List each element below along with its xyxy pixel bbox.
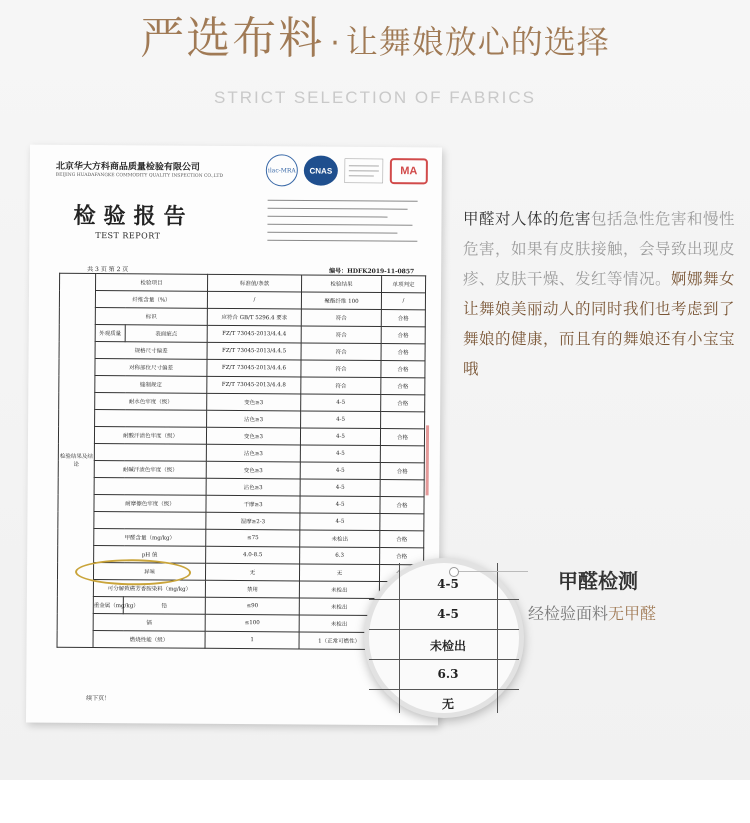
table-result-cell: 无 bbox=[299, 564, 379, 582]
headline-sub: 让舞娘放心的选择 bbox=[345, 23, 610, 61]
table-standard-cell: 沾色≥3 bbox=[206, 444, 300, 462]
table-judgement-cell: 合格 bbox=[380, 429, 424, 446]
table-result-cell: 1（正常可燃性） bbox=[299, 632, 379, 650]
table-group-cell: 重金属（mg/kg） bbox=[93, 597, 123, 614]
table-judgement-cell: 合格 bbox=[381, 361, 425, 378]
table-result-cell: 4-5 bbox=[300, 479, 380, 497]
table-side-label: 检验结果及结论 bbox=[57, 273, 96, 647]
table-standard-cell: 干摩≥3 bbox=[206, 495, 300, 513]
description-body: 包括急性危害和慢性危害，如果有皮肤接触，会导致出现皮疹、皮肤干燥、发红等情况。 bbox=[463, 210, 736, 288]
table-judgement-cell: 合格 bbox=[381, 344, 425, 361]
table-result-cell: 4-5 bbox=[300, 445, 380, 463]
magnifier-grid-line bbox=[369, 629, 519, 630]
table-standard-cell: 沾色≥3 bbox=[206, 478, 300, 496]
feature-subtitle bbox=[528, 601, 656, 624]
table-judgement-cell: 合格 bbox=[380, 463, 424, 480]
magnifier-value: 4-5 bbox=[437, 577, 459, 591]
table-result-cell: 未检出 bbox=[299, 598, 379, 616]
table-standard-cell: 应符合 GB/T 5296.4 要求 bbox=[207, 308, 301, 326]
report-address-block bbox=[267, 196, 427, 250]
table-item-cell: 纤维含量（%） bbox=[95, 291, 207, 309]
certification-logos bbox=[266, 154, 428, 187]
description-brand: 婀娜舞女让舞娘美丽动人的同时我们也考虑到了舞娘的健康，而且有的舞娘还有小宝宝哦 bbox=[463, 270, 736, 378]
table-standard-cell: 无 bbox=[206, 563, 300, 581]
table-judgement-cell: 合格 bbox=[380, 548, 424, 565]
report-company-en: BEIJING HUADAFANGKE COMMODITY QUALITY INSPECTION CO.,LTD bbox=[55, 172, 223, 179]
table-standard-cell: FZ/T 73045-2013/4.4.4 bbox=[207, 325, 301, 343]
report-table bbox=[57, 273, 427, 651]
table-standard-cell: / bbox=[207, 291, 301, 309]
table-standard-cell: FZ/T 73045-2013/4.4.8 bbox=[207, 376, 301, 394]
table-result-cell: 符合 bbox=[301, 377, 381, 395]
table-item-cell: 表面疵点 bbox=[125, 325, 207, 343]
table-judgement-cell: / bbox=[381, 293, 425, 310]
magnifier-grid-line bbox=[369, 689, 519, 690]
page-subtitle: STRICT SELECTION OF FABRICS bbox=[214, 88, 536, 107]
table-standard-cell: 4.0-8.5 bbox=[206, 546, 300, 564]
table-result-cell: 4-5 bbox=[300, 513, 380, 531]
table-result-cell: 符合 bbox=[301, 360, 381, 378]
table-judgement-cell: 合格 bbox=[380, 497, 424, 514]
report-footer-note: 续下页！ bbox=[86, 694, 111, 703]
table-item-cell bbox=[94, 512, 206, 530]
table-header-cell: 检验项目 bbox=[96, 274, 208, 292]
table-judgement-cell: 合格 bbox=[381, 378, 425, 395]
table-result-cell: 6.3 bbox=[300, 547, 380, 565]
table-item-cell: 对称部位尺寸偏差 bbox=[95, 359, 207, 377]
magnifier-grid-line bbox=[369, 659, 519, 660]
table-judgement-cell bbox=[380, 480, 424, 497]
table-header-cell: 检验结果 bbox=[302, 275, 382, 293]
headline-main: 严选布料 bbox=[140, 13, 325, 64]
table-item-cell: 镉 bbox=[93, 614, 205, 632]
magnifier-value: 无 bbox=[441, 697, 454, 711]
table-item-cell: pH 值 bbox=[94, 546, 206, 564]
table-item-cell: 燃烧性能（级） bbox=[93, 631, 205, 649]
table-standard-cell: FZ/T 73045-2013/4.4.5 bbox=[207, 342, 301, 360]
table-standard-cell: 湿摩≥2-3 bbox=[206, 512, 300, 530]
report-title-en: TEST REPORT bbox=[95, 231, 161, 241]
table-standard-cell: 沾色≥3 bbox=[207, 410, 301, 428]
report-page-info: 共 3 页 第 2 页 bbox=[87, 265, 129, 274]
formaldehyde-description bbox=[463, 204, 737, 384]
red-stamp bbox=[426, 425, 443, 495]
magnifier-grid-line bbox=[497, 563, 498, 713]
table-header-cell: 单项判定 bbox=[382, 276, 426, 293]
cma-logo-icon: MA bbox=[390, 158, 428, 184]
report-company: 北京华大方科商品质量检验有限公司 bbox=[55, 161, 200, 173]
cnas-logo-icon: CNAS bbox=[304, 155, 338, 185]
table-result-cell: 未检出 bbox=[299, 615, 379, 633]
table-standard-cell: FZ/T 73045-2013/4.4.6 bbox=[207, 359, 301, 377]
table-item-cell: 异味 bbox=[93, 563, 205, 581]
table-item-cell: 铅 bbox=[123, 597, 205, 615]
table-judgement-cell bbox=[380, 514, 424, 531]
table-item-cell: 缝制规定 bbox=[95, 376, 207, 394]
table-judgement-cell bbox=[380, 446, 424, 463]
table-group-cell: 外观质量 bbox=[95, 325, 125, 342]
table-judgement-cell: 合格 bbox=[381, 310, 425, 327]
table-standard-cell: 变色≥3 bbox=[207, 393, 301, 411]
magnifier-grid-line bbox=[399, 563, 400, 713]
table-item-cell bbox=[94, 444, 206, 462]
magnifier-lens bbox=[364, 558, 524, 718]
table-item-cell: 可分解致癌芳香胺染料（mg/kg） bbox=[93, 580, 205, 598]
testing-mark-icon bbox=[344, 157, 384, 184]
table-group-cell: 耐摩擦色牢度（级） bbox=[94, 495, 206, 513]
table-result-cell: 未检出 bbox=[300, 530, 380, 548]
description-lead: 甲醛对人体的危害 bbox=[463, 210, 592, 228]
magnifier-grid-line bbox=[369, 599, 519, 600]
table-group-cell: 耐水色牢度（级） bbox=[95, 393, 207, 411]
table-judgement-cell: 合格 bbox=[380, 531, 424, 548]
table-result-cell: 聚酯纤维 100 bbox=[301, 292, 381, 310]
headline-separator: · bbox=[330, 26, 340, 61]
table-result-cell: 符合 bbox=[301, 326, 381, 344]
table-standard-cell: 1 bbox=[205, 631, 299, 649]
table-judgement-cell: 合格 bbox=[381, 395, 425, 412]
table-result-cell: 4-5 bbox=[300, 496, 380, 514]
table-item-cell: 标识 bbox=[95, 308, 207, 326]
table-standard-cell: 变色≥3 bbox=[206, 461, 300, 479]
table-standard-cell: ≤90 bbox=[205, 597, 299, 615]
table-group-cell: 耐酸汗渍色牢度（级） bbox=[94, 427, 206, 445]
report-title: 检验报告 bbox=[73, 202, 194, 230]
table-standard-cell: ≤75 bbox=[206, 529, 300, 547]
table-result-cell: 4-5 bbox=[300, 462, 380, 480]
table-standard-cell: ≤100 bbox=[205, 614, 299, 632]
table-judgement-cell: 合格 bbox=[381, 327, 425, 344]
table-item-cell bbox=[94, 478, 206, 496]
table-item-cell bbox=[95, 410, 207, 428]
table-result-cell: 符合 bbox=[301, 343, 381, 361]
magnifier-value: 4-5 bbox=[437, 607, 459, 621]
feature-title: 甲醛检测 bbox=[558, 569, 638, 593]
feature-sub-highlight: 无甲醛 bbox=[608, 604, 657, 623]
table-group-cell: 耐碱汗渍色牢度（级） bbox=[94, 461, 206, 479]
feature-sub-prefix: 经检验面料 bbox=[528, 604, 609, 623]
magnifier-value: 未检出 bbox=[429, 639, 466, 653]
table-judgement-cell bbox=[381, 412, 425, 429]
table-standard-cell: 禁用 bbox=[205, 580, 299, 598]
callout-connector bbox=[454, 571, 528, 572]
table-result-cell: 4-5 bbox=[301, 411, 381, 429]
table-item-cell: 规格尺寸偏差 bbox=[95, 342, 207, 360]
table-result-cell: 4-5 bbox=[300, 428, 380, 446]
table-item-cell: 甲醛含量（mg/kg） bbox=[94, 529, 206, 547]
ilac-logo-icon: ilac-MRA bbox=[266, 154, 298, 186]
table-result-cell: 符合 bbox=[301, 309, 381, 327]
table-result-cell: 4-5 bbox=[301, 394, 381, 412]
magnifier-value: 6.3 bbox=[437, 667, 459, 681]
report-number: 编号：HDFK2019-11-0857 bbox=[329, 267, 415, 276]
table-standard-cell: 变色≥3 bbox=[206, 427, 300, 445]
table-result-cell: 未检出 bbox=[299, 581, 379, 599]
page-headline bbox=[0, 2, 750, 66]
table-header-cell: 标准值/条款 bbox=[208, 274, 302, 292]
